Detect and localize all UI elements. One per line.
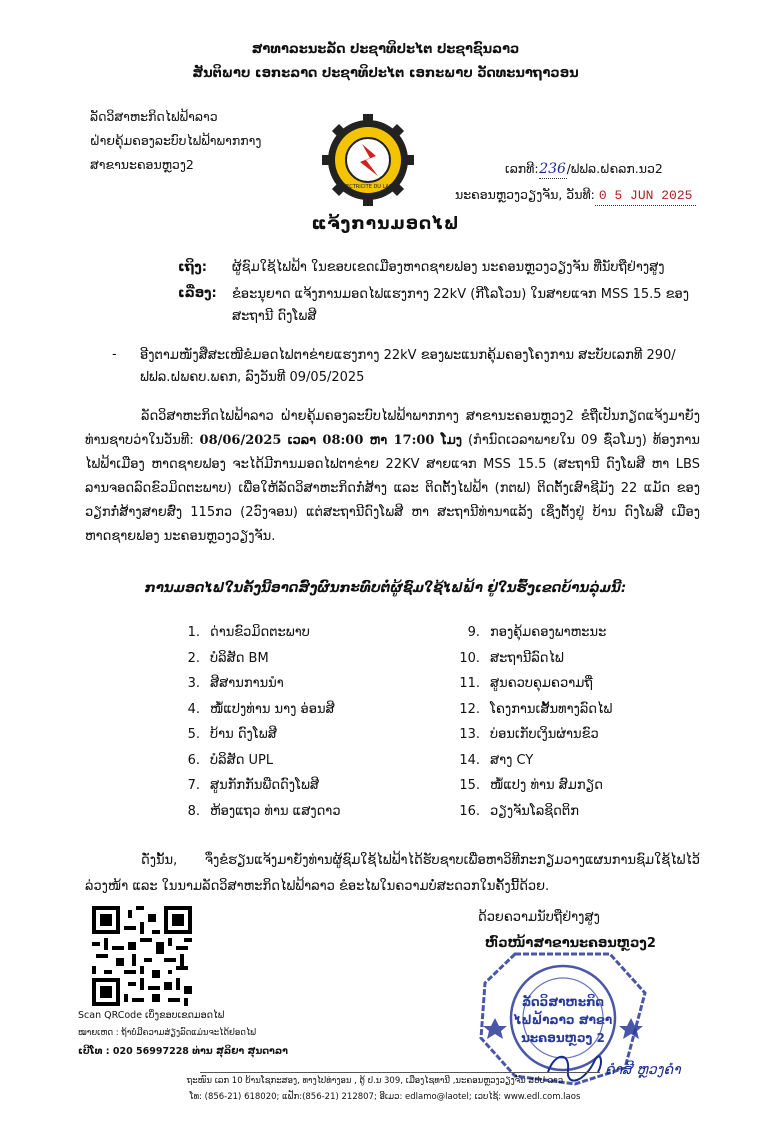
subject-text: ຂໍອະນຸຍາດ ແຈ້ງການມອດໄຟແຮງກາງ 22kV (ກີໂລໂວນ) ໃນສາຍແຈກ MSS 15.5 ຂອງ ສະຖານີ ດົງໂພສີ bbox=[232, 287, 690, 324]
reference-text: ອີງຕາມໜັງສືສະເໜີຂໍມອດໄຟຕາຂ່າຍແຮງກາງ 22kV ຂອງພະແນກຄຸ້ມຄອງໂຄງການ ສະບັບເລກທີ 290/ຟຟລ.ຝພຄບ.ພຄກ, ລົງວັນທີ 09/05/2025 bbox=[140, 348, 676, 385]
signer-name: ຄຳສີ ຫຼວງຄຳ bbox=[605, 1062, 681, 1078]
list-item: 8. ຫ້ອງແຖວ ທ່ານ ແສງດາວ bbox=[187, 803, 341, 819]
logo-text: ELECTRICITE DU LAOS bbox=[340, 184, 396, 190]
list-item: 12. ໂຄງການເສັ້ນທາງລົດໄຟ bbox=[459, 701, 613, 717]
org-line-1: ລັດວິສາຫະກິດໄຟຟ້າລາວ bbox=[90, 109, 218, 124]
document-title: ແຈ້ງການມອດໄຟ bbox=[311, 214, 460, 234]
list-item: 7. ສູນກັກກັນພືດດົງໂພສີ bbox=[187, 778, 320, 793]
list-item: 9. ກອງຄຸ້ມຄອງພາຫະນະ bbox=[467, 625, 607, 640]
closing-paragraph: ດັ່ງນັ້ນ, ຈຶ່ງຂໍຮຽນແຈ້ງມາຍັງທ່ານຜູ້ຊົມໃຊ້ໄຟຟ້າໄດ້ຮັບຊາບເພື່ອຫາວິທີກະກຽມວາງແຜນການຊົມໃຊ້ໄຟໄວ້ລ່ວງໜ້າ ແລະ ໃນນາມລັດວິສາຫະກິດໄຟຟ້າລາວ ຂໍອະໄພໃນຄວາມບໍ່ສະດວກໃນຄັ້ງນີ້ດ້ວຍ. bbox=[85, 853, 700, 894]
notice-details: (ກຳນົດເວລາພາຍໃນ 09 ຊົ່ວໂມງ) ທ້ອງການໄຟຟ້າເມືອງ ຫາດຊາຍຟອງ ຈະໄດ້ມີການມອດໄຟຕາຂ່າຍ 22KV ສາຍແຈກ MSS 15.5 (ສະຖານີ ດົງໂພສີ ຫາ LBS ລານຈອດລົດຂົວມິດຕະພາບ) ເພື່ອໃຫ້ລັດວິສາຫະກິດກໍ່ສ້າງ ແລະ ຕິດຕັ້ງໄຟຟ້າ (ກຕຟ) ຕິດຕັ້ງເສົາຊີມັງ 22 ແມັດ ຂອງວຽກກໍ່ສ້າງສາຍສົ່ງ 115ກວ (2ວົງຈອນ) ແຕ່ສະຖານີດົງໂພສີ ຫາ ສະຖານີທ່ານາແລ້ງ ເຊິ່ງຕັ້ງຢູ່ ບ້ານ ດົງໂພສີ ເມືອງຫາດຊາຍຟອງ ນະຄອນຫຼວງວຽງຈັນ. bbox=[85, 433, 700, 544]
to-text: ຜູ້ຊົມໃຊ້ໄຟຟ້າ ໃນຂອບເຂດເມືອງຫາດຊາຍຟອງ ນະຄອນຫຼວງວຽງຈັນ ທີ່ນັບຖືຢ່າງສູງ bbox=[232, 260, 665, 275]
date-label: ນະຄອນຫຼວງວຽງຈັນ, ວັນທີ: bbox=[455, 187, 595, 202]
org-line-2: ຝ່າຍຄຸ້ມຄອງລະບົບໄຟຟ້າພາກກາງ bbox=[90, 133, 262, 148]
list-item: 4. ໜໍ້ແປງທ່ານ ນາງ ອ່ອນສີ bbox=[187, 701, 335, 717]
list-item: 3. ສີສານການນຳ bbox=[187, 676, 284, 691]
bullet-dash: - bbox=[112, 347, 117, 362]
list-item: 5. ບ້ານ ດົງໂພສີ bbox=[187, 727, 277, 742]
qr-remark: ໝາຍເຫດ : ຖ້າບໍ່ມີຄວາມສ່ຽງລົດແມ່ນຈະໄດ້ຢອດໄຟ bbox=[78, 1028, 256, 1038]
date-stamp-value: 0 5 JUN 2025 bbox=[595, 187, 697, 206]
list-item: 1. ດ່ານຂົວມິດຕະພາບ bbox=[187, 625, 310, 640]
affected-list-left bbox=[178, 620, 448, 824]
subject-label: ເລື່ອງ: bbox=[178, 286, 217, 301]
stamp-line-1: ລັດວິສາຫະກິດ bbox=[521, 995, 605, 1009]
list-item: 13. ບ່ອນເກັບເງິນຜ່ານຂົວ bbox=[459, 727, 599, 742]
signer-position: ຫົວໜ້າສາຂານະຄອນຫຼວງ2 bbox=[485, 936, 656, 951]
list-item: 15. ໜໍ້ແປງ ທ່ານ ສົມກຽດ bbox=[459, 778, 603, 793]
list-item: 2. ບໍລິສັດ BM bbox=[187, 650, 269, 666]
respect-line: ດ້ວຍຄວາມນັບຖືຢ່າງສູງ bbox=[478, 910, 600, 925]
to-label: ເຖິງ: bbox=[178, 260, 208, 275]
qr-caption: Scan QRCode ເບິ່ງຂອບເຂດມອດໄຟ bbox=[78, 1010, 225, 1021]
affected-list-right bbox=[458, 620, 728, 824]
country-line-2: ສັນຕິພາບ ເອກະລາດ ປະຊາທິປະໄຕ ເອກະພາບ ວັດທະນາຖາວອນ bbox=[192, 66, 579, 81]
notice-intro: ລັດວິສາຫະກິດໄຟຟ້າລາວ ຝ່າຍຄຸ້ມຄອງລະບົບໄຟຟ້າພາກກາງ ສາຂານະຄອນຫຼວງ2 ຂໍຖືເປັນກຽດແຈ້ງມາຍັງທ່ານຊາບວ່າໃນວັນທີ: bbox=[85, 409, 700, 448]
footer-contact: ໂທ: (856-21) 618020; ແຟັກ:(856-21) 212807; ອີເມວ: edlamo@laotel; ເວບໄຊ້: www.edl.com.laos bbox=[189, 1092, 581, 1102]
list-item: 10. ສະຖານີລົດໄຟ bbox=[459, 650, 564, 666]
list-item: 11. ສູນຄວບຄຸມຄວາມຖີ່ bbox=[459, 676, 593, 691]
country-line-1: ສາທາລະນະລັດ ປະຊາທິປະໄຕ ປະຊາຊົນລາວ bbox=[251, 42, 520, 57]
footer-divider bbox=[200, 1072, 600, 1073]
qr-contact: ເບີໂທ : 020 56997228 ທ່ານ ສຸລິຍາ ສຸນດາລາ bbox=[78, 1046, 288, 1057]
org-line-3: ສາຂານະຄອນຫຼວງ2 bbox=[90, 157, 194, 172]
notice-paragraph bbox=[85, 405, 700, 549]
issue-date bbox=[455, 186, 755, 206]
edl-logo bbox=[318, 110, 418, 210]
ref-suffix: /ຟຟລ.ຝຄລກ.ນວ2 bbox=[566, 161, 663, 176]
stamp-line-3: ນະຄອນຫຼວງ 2 bbox=[521, 1031, 605, 1045]
list-item: 6. ບໍລິສັດ UPL bbox=[187, 752, 274, 768]
ref-number-value: 236 bbox=[539, 161, 566, 177]
qr-code[interactable] bbox=[92, 906, 192, 1006]
ref-label: ເລກທີ: bbox=[505, 161, 539, 176]
stamp-line-2: ໄຟຟ້າລາວ ສາຂາ bbox=[513, 1013, 613, 1027]
list-item: 16. ວຽງຈັນໂລຊິດຕິກ bbox=[459, 803, 579, 819]
outage-datetime: 08/06/2025 ເວລາ 08:00 ຫາ 17:00 ໂມງ bbox=[199, 433, 463, 448]
list-item: 14. ສາງ CY bbox=[459, 752, 534, 768]
affected-areas-heading: ການມອດໄຟໃນຄັ້ງນີ້ອາດສົ່ງຜົນກະທົບຕໍ່ຜູ້ຊົມໃຊ້ໄຟຟ້າ ຢູ່ໃນຮົ້ງເຂດບ້ານລຸ່ມນີ້: bbox=[144, 580, 627, 596]
reference-number bbox=[505, 160, 735, 179]
footer-address: ຖະໜົນ ເລກ 10 ບ້ານໂຊກະສອງ, ທາງໄປທ່າງອນ , ຕູ້ ປ.ນ 309, ເມືອງໄຊທານີ ,ນະຄອນຫຼວງວຽງຈັນ ສປປ ລາວ bbox=[186, 1076, 564, 1086]
